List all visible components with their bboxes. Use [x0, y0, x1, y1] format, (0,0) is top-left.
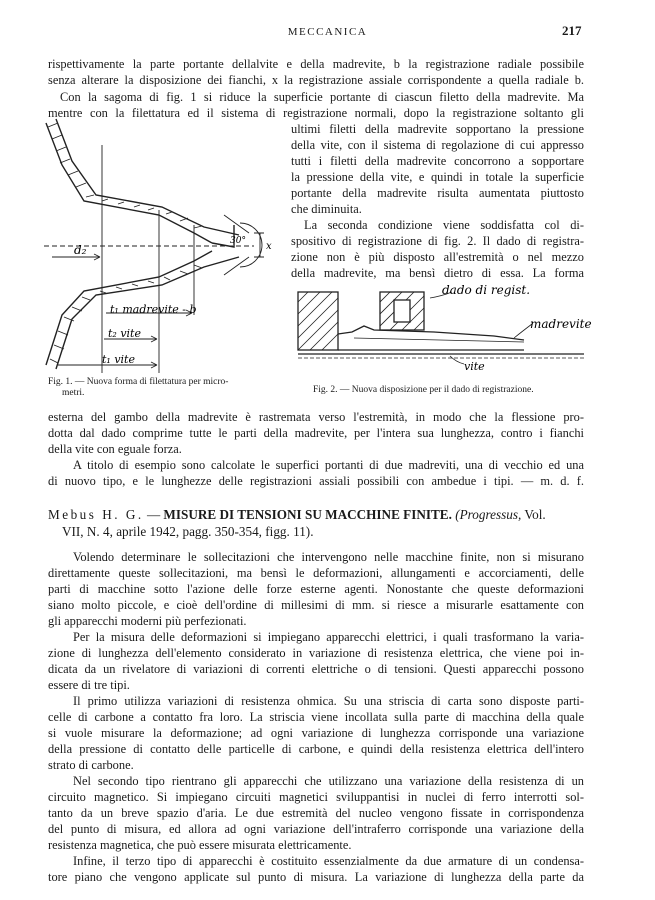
paragraph-line: della vite con eguale forza. [48, 442, 182, 456]
figure-1-caption-line: metri. [62, 388, 85, 398]
paragraph-line: esterna del gambo della madrevite è rastremata verso l'estremità, in modo che la flessione pro- [48, 410, 584, 424]
paragraph-line: la pressione della vite, e quindi in totale la superficie [291, 170, 584, 184]
paragraph-line: Infine, il terzo tipo di apparecchi è costituito essenzialmente da due armature di un condensa- [73, 854, 584, 868]
paragraph-line: Il primo utilizza variazioni di resistenza ohmica. Su una striscia di carta sono disposte parti- [73, 694, 584, 708]
paragraph-line: parti di macchine sotto l'azione delle forze esterne agenti. Nonostante che queste deformazioni [48, 582, 584, 596]
paragraph-line: di nuovo tipo, e le lunghezze delle registrazioni assiali possibili con ambedue i tipi. — m. d. f. [48, 474, 584, 488]
figure-2-caption: Fig. 2. — Nuova disposizione per il dado di registrazione. [313, 385, 534, 395]
figure-2-adjusting-nut [294, 278, 592, 378]
paragraph-line: A titolo di esempio sono calcolate le superfici portanti di due madreviti, una di vecchio ed una [73, 458, 584, 472]
paragraph-line: celle di carbone a contatto fra loro. La striscia viene incollata sulla parte di macchina della quale [48, 710, 584, 724]
article-journal: (Progressus, [455, 507, 522, 522]
paragraph-line: della pressione di contatto delle particelle di carbone, e quindi della resistenza elettrica dell'intero [48, 742, 584, 756]
paragraph-line: si vuole misurare la deformazione; ad ogni variazione di lunghezza corrisponde una variazione [48, 726, 584, 740]
paragraph-line: della vite, con il sistema di regolazione di cui appresso [291, 138, 584, 152]
paragraph-line: zione non è più disposto all'estremità o nel mezzo [291, 250, 584, 264]
paragraph-line: essere di tre tipi. [48, 678, 130, 692]
paragraph-line: Volendo determinare le sollecitazioni che intervengono nelle macchine finite, non si misurano [73, 550, 584, 564]
paragraph-line: siano molto piccole, e cioè dell'ordine di millesimi di mm. si riesce a misurarle esattamente con [48, 598, 584, 612]
paragraph-line: senza alterare la disposizione dei fianchi, x la registrazione assiale corrispondente a quella radiale b. [48, 73, 584, 87]
paragraph-line: strato di carbone. [48, 758, 134, 772]
running-header: MECCANICA [287, 26, 368, 38]
figure-1-thread-profile [44, 115, 284, 380]
label-angle: 30° [230, 236, 246, 246]
paragraph-line: rispettivamente la parte portante dellalvite e della madrevite, b la registrazione radiale possibile [48, 57, 584, 71]
figure-1-caption-line: Fig. 1. — Nuova forma di filettatura per micro- [48, 377, 229, 387]
paragraph-line: Nel secondo tipo rientrano gli apparecchi che utilizzano una variazione della resistenza di un [73, 774, 584, 788]
paragraph-line: tore piano che vengono applicate sul punto di misura. La variazione di lunghezza della parte da [48, 870, 584, 884]
paragraph-line: La seconda condizione viene soddisfatta col di- [304, 218, 584, 232]
paragraph-line: che diminuita. [291, 202, 362, 216]
article-ref-tail: Vol. [524, 507, 546, 522]
label-vite: vite [464, 360, 485, 373]
paragraph-line: Per la misura delle deformazioni si impiegano apparecchi elettrici, i quali trasformano la varia- [73, 630, 584, 644]
article-title: MISURE DI TENSIONI SU MACCHINE FINITE. [163, 507, 452, 522]
label-t2-vite: t₂ vite [108, 327, 141, 340]
article-reference: VII, N. 4, aprile 1942, pagg. 350-354, figg. 11). [62, 524, 314, 539]
paragraph-line: spositivo di registrazione di fig. 2. Il dado di registra- [291, 234, 584, 248]
paragraph-line: zione di lunghezza dell'elemento considerato in variazione di resistenza elettrica, che viene poi in- [48, 646, 584, 660]
article-heading [48, 506, 546, 523]
paragraph-line: mentre con la filettatura ed il sistema di registrazione normali, dopo la registrazione soltanto gli [48, 106, 584, 120]
label-d2: d₂ [74, 243, 87, 257]
paragraph-line: circuito magnetico. Si impiegano circuiti magnetici sviluppantisi in nuclei di ferro interrotti sol- [48, 790, 584, 804]
paragraph-line: portante della madrevite risulta aumentata piuttosto [291, 186, 584, 200]
paragraph-line: tanto da un breve spazio d'aria. Le due estremità del nucleo vengono fissate in corrispondenza [48, 806, 584, 820]
paragraph-line: resistenza magnetica, che può essere misurata elettricamente. [48, 838, 352, 852]
label-t1-madrevite: t₁ madrevite - b [110, 303, 197, 316]
figure-1-caption [48, 377, 288, 399]
paragraph-line: direttamente queste sollecitazioni, ma bensì le deformazioni, allungamenti e accorciamenti, delle [48, 566, 584, 580]
paragraph-line: gli apparecchi moderni più perfezionati. [48, 614, 247, 628]
label-x: x [266, 241, 272, 252]
article-author: Mebus H. G. [48, 507, 144, 522]
paragraph-line: del punto di misura, ed allora ad ogni variazione dell'intraferro corrisponde una variazione della [48, 822, 584, 836]
paragraph-line: ultimi filetti della madrevite sopportano la pressione [291, 122, 584, 136]
paragraph-line: dotta dal dado comprime tutte le parti della madrevite, per l'intera sua lunghezza, contro i fianchi [48, 426, 584, 440]
label-t1-vite: t₁ vite [102, 353, 135, 366]
paragraph-line: dicata da un rivelatore di variazioni di correnti elettriche o di tensioni. Questi apparecchi possono [48, 662, 584, 676]
label-dado: dado di regist. [442, 283, 531, 297]
article-dash: — [146, 507, 161, 522]
paragraph-line: della madrevite, ma bensì dietro di essa. La forma [291, 266, 584, 280]
paragraph-line: Con la sagoma di fig. 1 si riduce la superficie portante di ciascun filetto della madrevite. Ma [60, 90, 584, 104]
paragraph-line: tutti i filetti della madrevite concorrono a sopportare [291, 154, 584, 168]
page-number: 217 [562, 23, 582, 38]
label-madrevite: madrevite [530, 317, 592, 331]
